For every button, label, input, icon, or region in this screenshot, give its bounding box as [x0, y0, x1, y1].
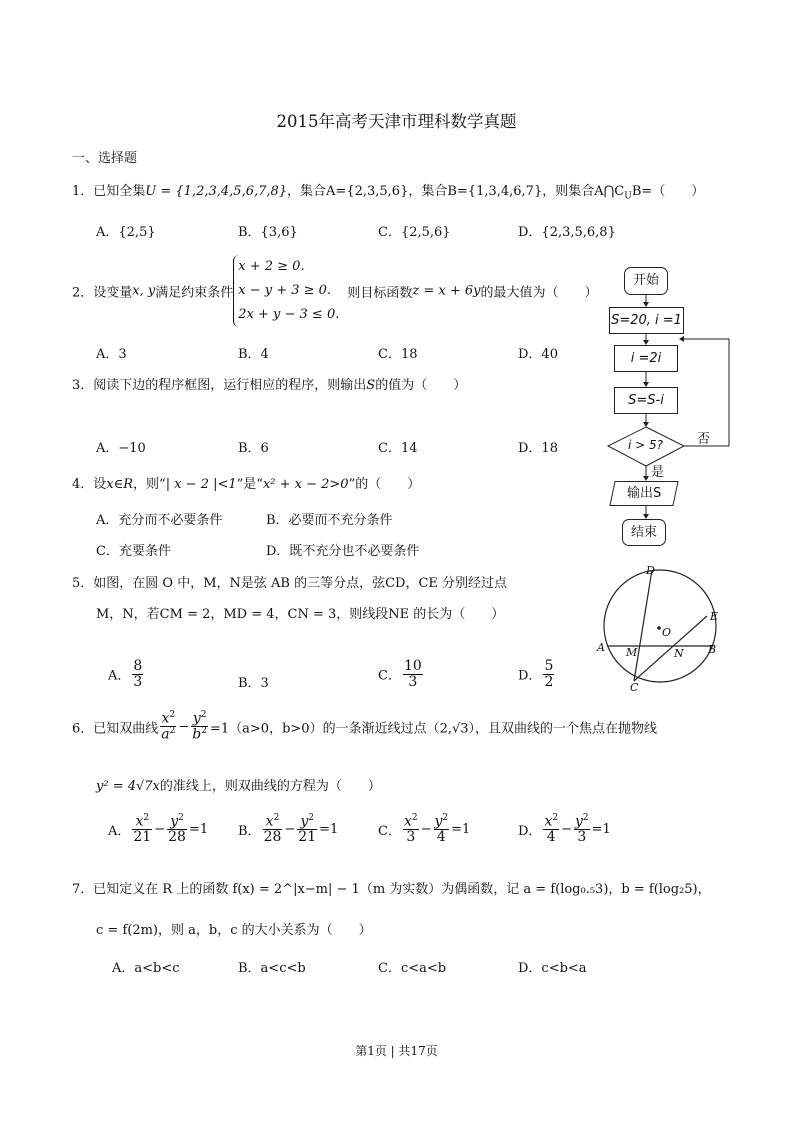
label-m: M: [626, 646, 638, 659]
q6-choice-b-label: B．: [238, 824, 261, 840]
q6-choice-c-den1: 3: [406, 829, 416, 846]
label-o: O: [662, 626, 672, 639]
q1-universal-set: U = {1,2,3,4,5,6,7,8}: [145, 184, 288, 199]
q4-choice-c: C．充要条件: [96, 544, 171, 559]
q2-stem-c: 则目标函数: [347, 285, 413, 301]
q6-choice-a-den1: 21: [133, 829, 152, 846]
q4-choice-a: A．充分而不必要条件: [96, 513, 223, 528]
q3-stem: 阅读下边的程序框图，运行相应的程序，则输出: [93, 378, 367, 393]
q7-choice-d: D．c<b<a: [518, 961, 587, 976]
q5-number: 5．: [72, 576, 94, 591]
section-heading: 一、选择题: [72, 151, 138, 166]
q6-choice-d-den2: 3: [577, 829, 587, 846]
q2-constraint-system: [233, 255, 339, 327]
q7-choice-c: C．c<a<b: [378, 961, 447, 976]
q4-stem-d: ”的（ ）: [348, 477, 421, 492]
q1-choice-a: A．{2,5}: [96, 225, 156, 240]
q4-x-in-r: x∈R: [106, 477, 134, 492]
q6-choice-d-label: D．: [518, 824, 542, 840]
label-c: C: [630, 681, 639, 694]
q5-choice-c-label: C．: [378, 668, 401, 684]
q7-line-2: c = f(2m)，则 a，b，c 的大小关系为（ ）: [96, 923, 372, 938]
q6-choice-c: C． $\frac{x^2}{3}$ − $\frac{y^2}{4}$ =1: [378, 813, 471, 846]
q2-constraint-1: x + 2 ≥ 0.: [238, 259, 305, 274]
q4-choice-b: B．必要而不充分条件: [266, 513, 393, 528]
q3-choice-d: D．18: [518, 441, 558, 456]
q4-choice-d: D．既不充分也不必要条件: [266, 544, 420, 559]
center-dot: [657, 626, 661, 630]
q6-line-2-text: 的准线上，则双曲线的方程为（ ）: [159, 779, 381, 794]
q5-choice-d-num: 5: [544, 658, 554, 674]
q6-line-2: [96, 775, 381, 794]
q2-stem-b: 满足约束条件: [155, 285, 234, 301]
circle-figure: [594, 562, 724, 694]
q1-stem-a: 已知全集: [93, 184, 146, 199]
q3-number: 3．: [72, 378, 94, 393]
q4-stem-c: ”是“: [236, 477, 263, 492]
q5-choice-c-num: 10: [403, 658, 422, 674]
q1-number: 1．: [72, 184, 94, 199]
q1-stem-b: ，集合A={2,3,5,6}，集合B={1,3,4,6,7}，则集合: [287, 184, 595, 199]
q2-stem-d: 的最大值为（ ）: [480, 285, 598, 301]
label-a: A: [597, 641, 605, 654]
q6-stem-a: 已知双曲线: [93, 721, 159, 737]
q3-choice-a: A．−10: [96, 441, 146, 456]
question-4: [72, 473, 420, 492]
q2-constraint-3: 2x + y − 3 ≤ 0.: [238, 307, 340, 322]
q6-choice-a-label: A．: [108, 824, 131, 840]
q7-number: 7．: [72, 882, 94, 897]
q4-condition-p: | x − 2 |<1: [165, 477, 237, 492]
question-7: [72, 878, 711, 897]
q6-choice-c-label: C．: [378, 824, 401, 840]
q2-number: 2．: [72, 285, 94, 301]
q7-choice-b: B．a<c<b: [238, 961, 306, 976]
label-b: B: [708, 643, 717, 656]
q6-choice-d-den1: 4: [546, 829, 556, 846]
q6-choice-d: D． $\frac{x^2}{4}$ − $\frac{y^2}{3}$ =1: [518, 813, 611, 846]
question-1: 1．已知全集U = {1,2,3,4,5,6,7,8}，集合A={2,3,5,6}，集合B={1,3,4,6,7}，则集合$A⋂C_UB=$（ ）: [72, 184, 705, 202]
q2-stem-a: 设变量: [93, 285, 133, 301]
label-d: D: [646, 564, 655, 577]
q6-choice-a-den2: 28: [168, 829, 186, 846]
flowchart-init: S=20, i =1: [609, 307, 684, 334]
q2-choice-a: A．3: [96, 347, 127, 362]
question-2: 2．设变量x, y满足约束条件 x + 2 ≥ 0. x − y + 3 ≥ 0. 2x + y − 3 ≤ 0. 则目标函数z = x + 6y的最大值为（ ）: [72, 255, 598, 327]
q5-choice-d: [518, 659, 556, 689]
q2-objective: z = x + 6y: [412, 283, 481, 299]
q5-choice-a-num: 8: [133, 658, 143, 674]
question-5: [72, 572, 507, 591]
q5-choice-a-label: A．: [108, 668, 131, 684]
q1-stem-c: =（ ）: [641, 184, 705, 199]
q5-choice-a-den: 3: [133, 673, 143, 690]
flowchart-end: 结束: [622, 519, 666, 546]
q5-choice-a: [108, 659, 145, 689]
q3-stem-b: 的值为（ ）: [375, 378, 467, 393]
label-n: N: [674, 647, 684, 660]
q7-choice-a: A．a<b<c: [112, 961, 180, 976]
q6-choice-a: A． $\frac{x^2}{21}$ − $\frac{y^2}{28}$ =1: [108, 813, 209, 846]
chord-cd: [634, 570, 652, 681]
q6-choice-b-den2: 21: [298, 829, 317, 846]
flowchart-output: [609, 481, 678, 506]
q2-choice-d: D．40: [518, 347, 558, 362]
q3-var: S: [366, 378, 376, 393]
q6-choice-b-den1: 28: [263, 829, 282, 846]
page-title: 2015年高考天津市理科数学真题: [276, 112, 517, 131]
q4-stem-b: ，则“: [133, 477, 166, 492]
q4-condition-q: x² + x − 2>0: [262, 477, 349, 492]
q2-choice-c: C．18: [378, 347, 418, 362]
question-3: [72, 374, 466, 393]
q5-choice-d-label: D．: [518, 668, 542, 684]
q4-number: 4．: [72, 477, 94, 492]
q4-stem-a: 设: [93, 477, 107, 492]
question-6: 6．已知双曲线 $\frac{x^2}{a^2}$ − $\frac{y^2}{b^2}$ =1（a>0，b>0）的一条渐近线过点（2,√3），且双曲线的一个焦点在抛物线: [72, 710, 658, 743]
flowchart-output-label: 输出S: [626, 486, 662, 501]
q5-choice-d-den: 2: [544, 673, 554, 690]
q5-line-2: M，N，若CM = 2，MD = 4，CN = 3，则线段NE 的长为（ ）: [96, 607, 505, 622]
q5-choice-b: B．3: [238, 676, 269, 691]
q5-line-1: 如图，在圆 O 中，M，N是弦 AB 的三等分点，弦CD，CE 分别经过点: [93, 576, 508, 591]
q1-choice-d: D．{2,3,5,6,8}: [518, 225, 616, 240]
q5-choice-c: [378, 659, 425, 689]
q7-line-1: 已知定义在 R 上的函数 f(x) = 2^|x−m| − 1（m 为实数）为偶函数，记 a = f(log₀.₅3)，b = f(log₂5)，: [93, 882, 711, 897]
page-footer: 第1页 | 共17页: [355, 1044, 438, 1058]
q3-choice-c: C．14: [378, 441, 418, 456]
flowchart-yes-label: 是: [651, 465, 665, 480]
q6-number: 6．: [72, 721, 94, 737]
circle-o: [604, 570, 719, 682]
q1-choice-b: B．{3,6}: [238, 225, 298, 240]
q6-stem-b: =1（a>0，b>0）的一条渐近线过点（2,√3），且双曲线的一个焦点在抛物线: [210, 721, 658, 737]
flowchart-step-s: S=S-i: [614, 387, 678, 414]
q1-choice-c: C．{2,5,6}: [378, 225, 451, 240]
flowchart-start: 开始: [624, 267, 668, 295]
q2-constraint-2: x − y + 3 ≥ 0.: [238, 283, 332, 298]
flowchart-no-label: 否: [697, 432, 711, 447]
q2-choice-b: B．4: [238, 347, 269, 362]
q6-parabola: y² = 4√7x: [96, 779, 160, 794]
q6-choice-b: B． $\frac{x^2}{28}$ − $\frac{y^2}{21}$ =1: [238, 813, 339, 846]
flowchart-step-i: i =2i: [614, 345, 678, 372]
label-e: E: [710, 610, 719, 623]
q3-choice-b: B．6: [238, 441, 269, 456]
flowchart-condition: i > 5?: [628, 438, 664, 452]
q6-choice-c-den2: 4: [436, 829, 446, 846]
q5-choice-c-den: 3: [408, 673, 418, 690]
